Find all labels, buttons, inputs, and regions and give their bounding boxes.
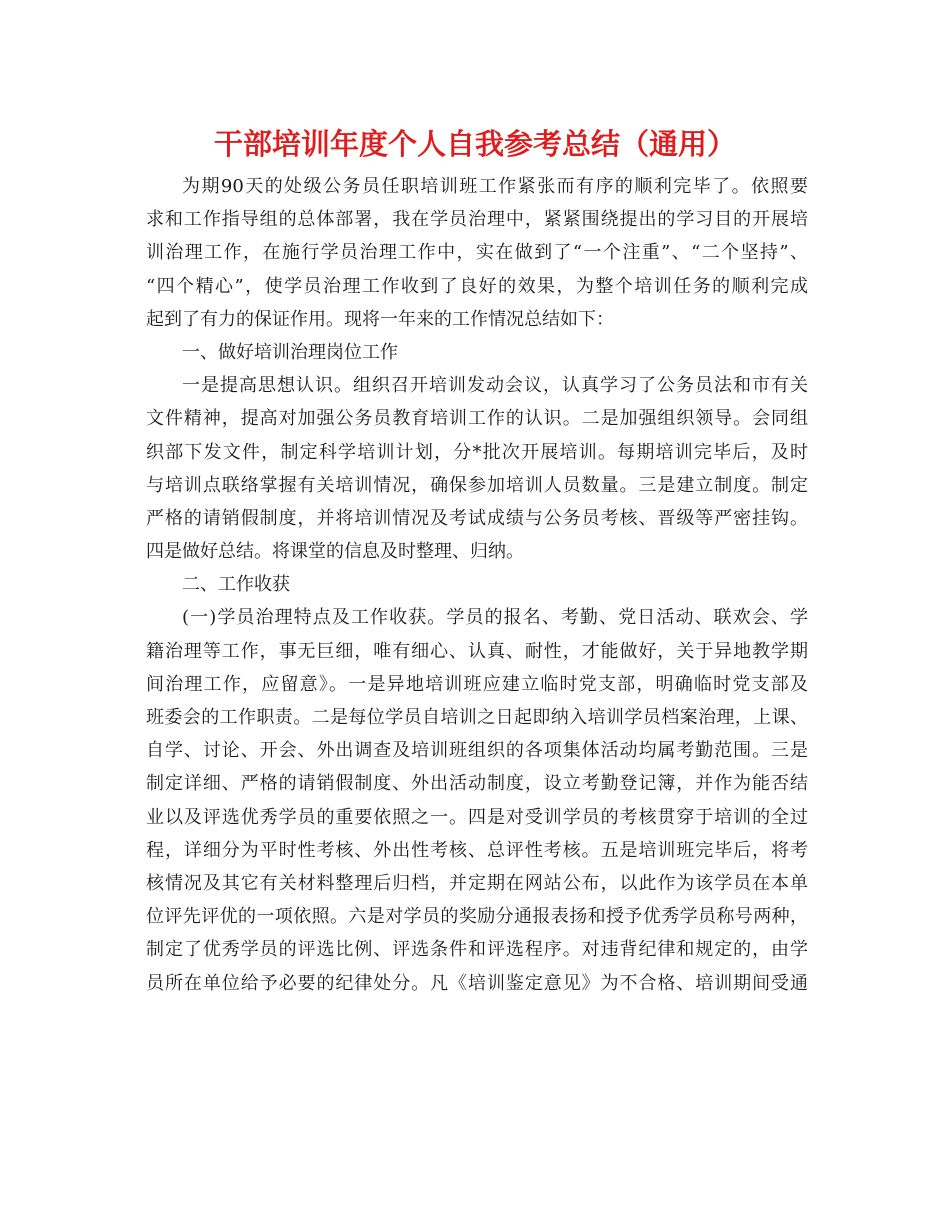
paragraph-line: 核情况及其它有关材料整理后归档，并定期在网站公布，以此作为该学员在本单 xyxy=(146,872,808,894)
paragraph-line: “四个精心”，使学员治理工作收到了良好的效果，为整个培训任务的顺利完成 xyxy=(146,275,808,297)
paragraph-line: 严格的请销假制度，并将培训情况及考试成绩与公务员考核、晋级等严密挂钩。 xyxy=(146,507,808,529)
paragraph-line: 四是做好总结。将课堂的信息及时整理、归纳。 xyxy=(146,541,524,563)
paragraph-line: 制定了优秀学员的评选比例、评选条件和评选程序。对违背纪律和规定的，由学 xyxy=(146,939,808,961)
paragraph-line: (一)学员治理特点及工作收获。学员的报名、考勤、党日活动、联欢会、学 xyxy=(182,607,808,629)
paragraph-line: 求和工作指导组的总体部署，我在学员治理中，紧紧围绕提出的学习目的开展培 xyxy=(146,209,808,231)
paragraph-line: 业以及评选优秀学员的重要依照之一。四是对受训学员的考核贯穿于培训的全过 xyxy=(146,806,808,828)
paragraph-line: 起到了有力的保证作用。现将一年来的工作情况总结如下： xyxy=(146,308,614,330)
paragraph-line: 程，详细分为平时性考核、外出性考核、总评性考核。五是培训班完毕后，将考 xyxy=(146,839,808,861)
paragraph-line: 与培训点联络掌握有关培训情况，确保参加培训人员数量。三是建立制度。制定 xyxy=(146,474,808,496)
paragraph-line: 训治理工作，在施行学员治理工作中，实在做到了“一个注重”、“二个坚持”、 xyxy=(146,242,808,264)
paragraph-line: 间治理工作，应留意》。一是异地培训班应建立临时党支部，明确临时党支部及 xyxy=(146,673,808,695)
document-title: 干部培训年度个人自我参考总结（通用） xyxy=(213,127,736,161)
paragraph-line: 员所在单位给予必要的纪律处分。凡《培训鉴定意见》为不合格、培训期间受通 xyxy=(146,972,808,994)
paragraph-line: 自学、讨论、开会、外出调查及培训班组织的各项集体活动均属考勤范围。三是 xyxy=(146,740,808,762)
paragraph-line: 制定详细、严格的请销假制度、外出活动制度，设立考勤登记簿，并作为能否结 xyxy=(146,773,808,795)
paragraph-line: 一是提高思想认识。组织召开培训发动会议，认真学习了公务员法和市有关 xyxy=(182,375,808,397)
paragraph-line: 班委会的工作职责。二是每位学员自培训之日起即纳入培训学员档案治理，上课、 xyxy=(146,707,808,728)
paragraph-line: 织部下发文件，制定科学培训计划，分*批次开展培训。每期培训完毕后，及时 xyxy=(146,441,808,463)
paragraph-line: 文件精神，提高对加强公务员教育培训工作的认识。二是加强组织领导。会同组 xyxy=(146,408,808,430)
paragraph-line: 为期90天的处级公务员任职培训班工作紧张而有序的顺利完毕了。依照要 xyxy=(182,176,808,197)
paragraph-line: 籍治理等工作，事无巨细，唯有细心、认真、耐性，才能做好，关于异地教学期 xyxy=(146,640,808,662)
document-body xyxy=(146,170,808,1000)
paragraph-line: 二、工作收获 xyxy=(182,574,290,596)
paragraph-line: 位评先评优的一项依照。六是对学员的奖励分通报表扬和授予优秀学员称号两种， xyxy=(146,906,808,928)
paragraph-line: 一、做好培训治理岗位工作 xyxy=(182,341,398,363)
